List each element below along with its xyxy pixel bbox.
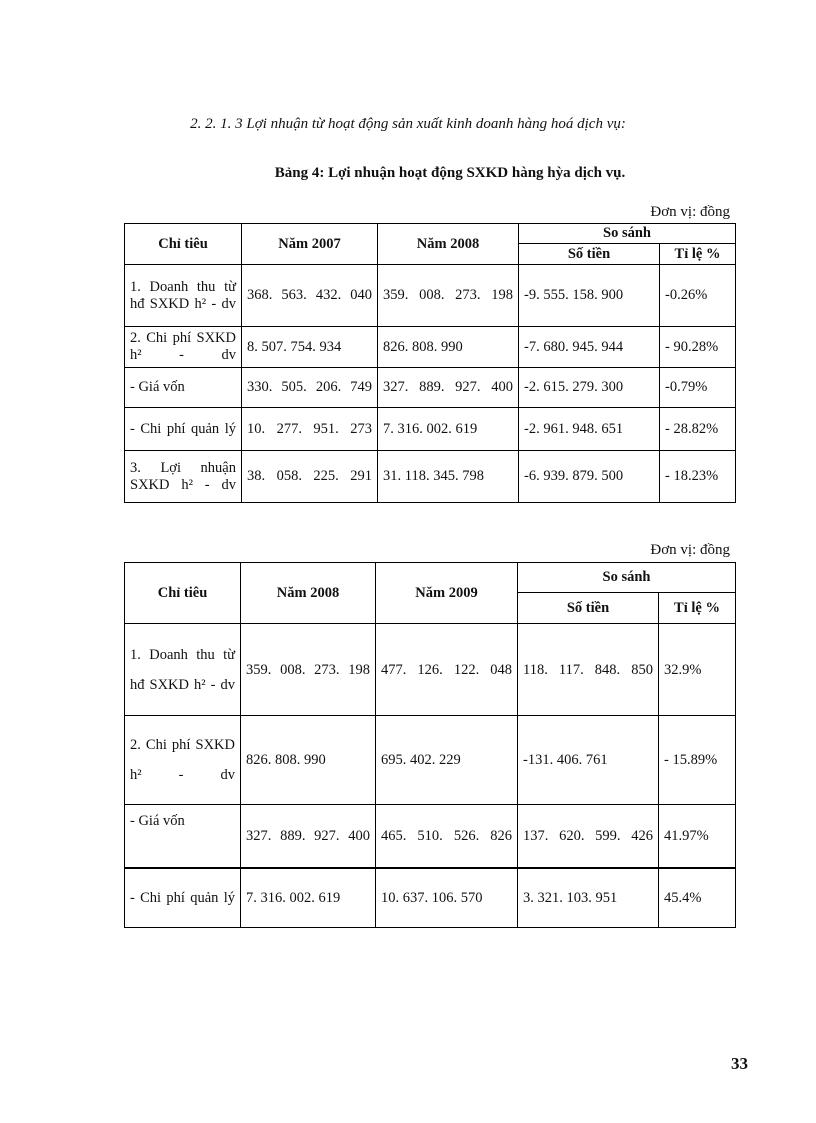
value-year-a: 8. 507. 754. 934: [242, 327, 378, 368]
row-label: 1. Doanh thu từ hđ SXKD h² - dv: [125, 265, 242, 327]
table-row: [125, 624, 736, 716]
value-year-b: 477. 126. 122. 048: [376, 624, 518, 716]
value-year-b: 359. 008. 273. 198: [378, 265, 519, 327]
value-ratio: - 28.82%: [660, 408, 736, 451]
value-year-a: 330. 505. 206. 749: [242, 368, 378, 408]
header-indicator: Chỉ tiêu: [125, 563, 241, 624]
value-amount: 137. 620. 599. 426: [518, 805, 659, 868]
value-amount: -131. 406. 761: [518, 716, 659, 805]
unit-label-table-2: Đơn vị: đồng: [650, 542, 730, 558]
value-year-b: 10. 637. 106. 570: [376, 868, 518, 928]
value-year-b: 7. 316. 002. 619: [378, 408, 519, 451]
row-label: - Chi phí quản lý: [125, 868, 241, 928]
value-amount: 118. 117. 848. 850: [518, 624, 659, 716]
table-row: [125, 265, 736, 327]
table-row: [125, 327, 736, 368]
value-year-b: 695. 402. 229: [376, 716, 518, 805]
value-amount: -6. 939. 879. 500: [519, 451, 660, 503]
header-amount: Số tiền: [518, 593, 659, 624]
page-number: 33: [731, 1054, 748, 1073]
value-year-b: 826. 808. 990: [378, 327, 519, 368]
value-year-a: 359. 008. 273. 198: [241, 624, 376, 716]
row-label: 1. Doanh thu từ hđ SXKD h² - dv: [125, 624, 241, 716]
header-year-2007: Năm 2007: [242, 224, 378, 265]
value-year-a: 826. 808. 990: [241, 716, 376, 805]
value-amount: -7. 680. 945. 944: [519, 327, 660, 368]
header-indicator: Chỉ tiêu: [125, 224, 242, 265]
header-year-2008: Năm 2008: [378, 224, 519, 265]
header-compare: So sánh: [518, 563, 736, 593]
table-row: [125, 368, 736, 408]
row-label: - Chi phí quản lý: [125, 408, 242, 451]
row-label: 2. Chi phí SXKD h² - dv: [125, 716, 241, 805]
header-year-2009: Năm 2009: [376, 563, 518, 624]
value-year-a: 368. 563. 432. 040: [242, 265, 378, 327]
value-ratio: - 90.28%: [660, 327, 736, 368]
value-amount: -2. 961. 948. 651: [519, 408, 660, 451]
value-ratio: - 18.23%: [660, 451, 736, 503]
value-amount: -2. 615. 279. 300: [519, 368, 660, 408]
row-label: 2. Chi phí SXKD h² - dv: [125, 327, 242, 368]
table-row: [125, 451, 736, 503]
value-ratio: - 15.89%: [659, 716, 736, 805]
value-ratio: -0.79%: [660, 368, 736, 408]
value-ratio: 41.97%: [659, 805, 736, 868]
table-title: Bảng 4: Lợi nhuận hoạt động SXKD hàng hỳa dịch vụ.: [274, 165, 626, 181]
value-year-b: 31. 118. 345. 798: [378, 451, 519, 503]
value-year-b: 327. 889. 927. 400: [378, 368, 519, 408]
value-ratio: 45.4%: [659, 868, 736, 928]
profit-table-2007-2008: [124, 223, 736, 503]
row-label: - Giá vốn: [125, 368, 242, 408]
header-year-2008: Năm 2008: [241, 563, 376, 624]
value-year-a: 10. 277. 951. 273: [242, 408, 378, 451]
value-year-b: 465. 510. 526. 826: [376, 805, 518, 868]
profit-table-2008-2009: [124, 562, 736, 928]
value-ratio: -0.26%: [660, 265, 736, 327]
value-amount: 3. 321. 103. 951: [518, 868, 659, 928]
table-row: [125, 805, 736, 868]
value-ratio: 32.9%: [659, 624, 736, 716]
value-amount: -9. 555. 158. 900: [519, 265, 660, 327]
header-amount: Số tiền: [519, 244, 660, 265]
row-label: 3. Lợi nhuận SXKD h² - dv: [125, 451, 242, 503]
value-year-a: 38. 058. 225. 291: [242, 451, 378, 503]
unit-label-table-1: Đơn vị: đồng: [650, 204, 730, 220]
table-row: [125, 408, 736, 451]
value-year-a: 327. 889. 927. 400: [241, 805, 376, 868]
header-ratio: Tỉ lệ %: [659, 593, 736, 624]
section-heading: 2. 2. 1. 3 Lợi nhuận từ hoạt động sản xuất kinh doanh hàng hoá dịch vụ:: [190, 116, 626, 132]
table-row: [125, 716, 736, 805]
header-ratio: Tỉ lệ %: [660, 244, 736, 265]
table-row: [125, 868, 736, 928]
header-compare: So sánh: [519, 224, 736, 244]
row-label: - Giá vốn: [125, 805, 241, 868]
value-year-a: 7. 316. 002. 619: [241, 868, 376, 928]
